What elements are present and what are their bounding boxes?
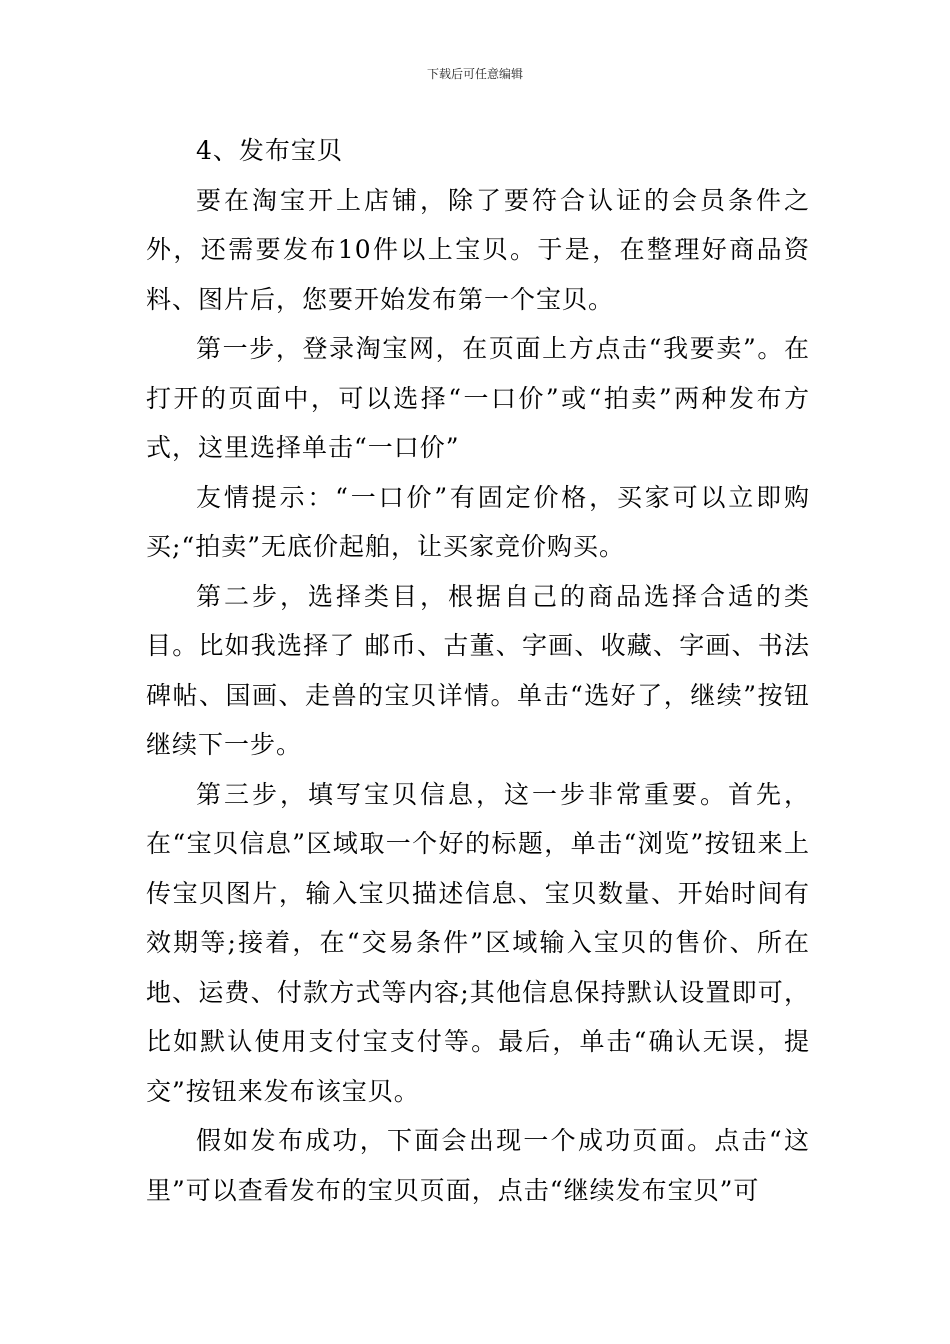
paragraph-step-two: 第二步，选择类目，根据自己的商品选择合适的类目。比如我选择了 邮币、古董、字画、收藏、字画、书法碑帖、国画、走兽的宝贝详情。单击“选好了，继续”按钮继续下一步。 (146, 581, 810, 759)
paragraph-step-one: 第一步，登录淘宝网，在页面上方点击“我要卖”。在打开的页面中，可以选择“一口价”或“拍卖”两种发布方式，这里选择单击“一口价” (146, 334, 810, 462)
paragraph-success: 假如发布成功，下面会出现一个成功页面。点击“这里”可以查看发布的宝贝页面，点击“继续发布宝贝”可 (146, 1126, 810, 1205)
page-header-note: 下载后可任意编辑 (426, 67, 523, 81)
document-body (146, 126, 810, 1215)
paragraph-step-three: 第三步，填写宝贝信息，这一步非常重要。首先，在“宝贝信息”区域取一个好的标题，单击“浏览”按钮来上传宝贝图片，输入宝贝描述信息、宝贝数量、开始时间有效期等;接着，在“交易条件”区域输入宝贝的售价、所在地、运费、付款方式等内容;其他信息保持默认设置即可，比如默认使用支付宝支付等。最后，单击“确认无误，提交”按钮来发布该宝贝。 (146, 779, 810, 1106)
section-heading: 4、发布宝贝 (196, 136, 343, 165)
paragraph-intro: 要在淘宝开上店铺，除了要符合认证的会员条件之外，还需要发布10件以上宝贝。于是，在整理好商品资料、图片后，您要开始发布第一个宝贝。 (146, 185, 810, 314)
paragraph-tip: 友情提示：“一口价”有固定价格，买家可以立即购买;“拍卖”无底价起舶，让买家竞价购买。 (146, 482, 810, 561)
